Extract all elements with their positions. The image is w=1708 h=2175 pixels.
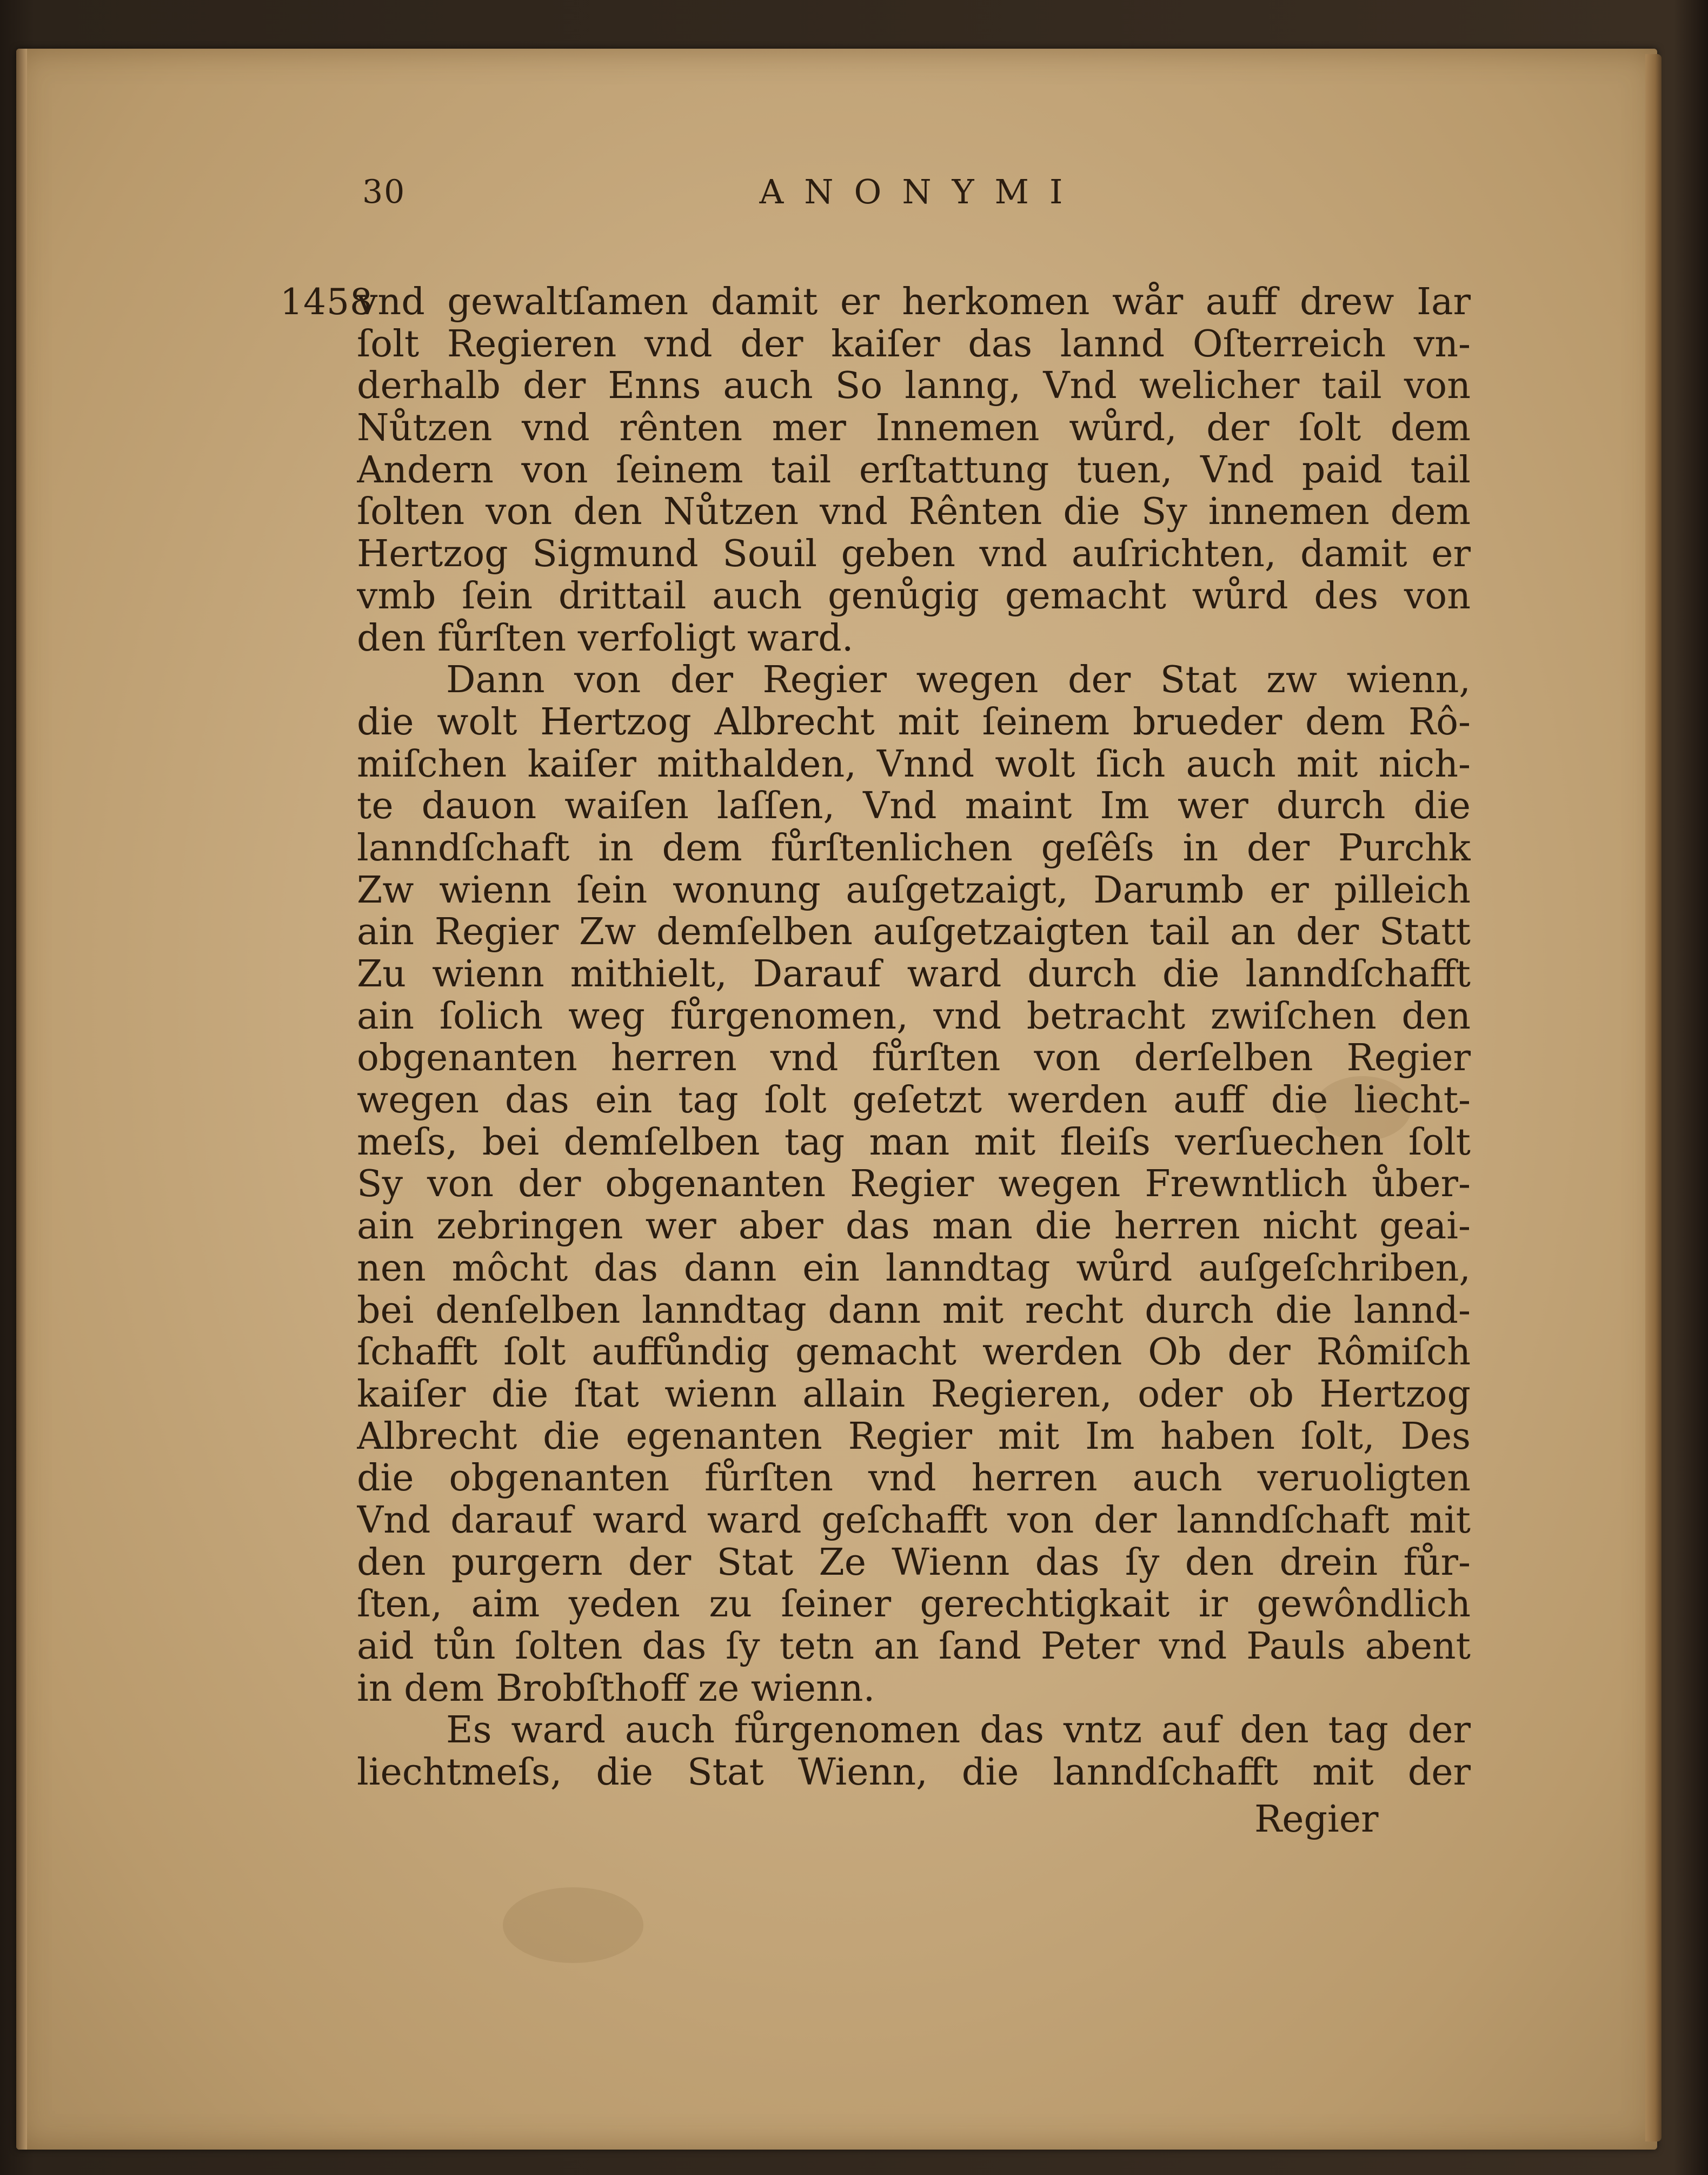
paper-stain — [503, 1887, 643, 1963]
text-line: nen môcht das dann ein lanndtag wůrd auſgeſchriben, — [357, 1247, 1471, 1290]
page-left-edge — [16, 49, 27, 2150]
body-text — [357, 281, 1471, 1794]
text-line: ſolten von den Nůtzen vnd Rênten die Sy innemen dem — [357, 491, 1471, 534]
text-line: Vnd darauf ward ward geſchafft von der lanndſchaft mit — [357, 1499, 1471, 1542]
text-line: ain ſolich weg fůrgenomen, vnd betracht zwiſchen den — [357, 995, 1471, 1038]
text-line: obgenanten herren vnd fůrſten von derſelben Regier — [357, 1037, 1471, 1080]
text-line: Andern von ſeinem tail erſtattung tuen, Vnd paid tail — [357, 449, 1471, 492]
text-line: Zu wienn mithielt, Darauf ward durch die lanndſchafft — [357, 953, 1471, 996]
text-line: die obgenanten fůrſten vnd herren auch veruoligten — [357, 1457, 1471, 1500]
text-line: die wolt Hertzog Albrecht mit ſeinem brueder dem Rô- — [357, 701, 1471, 744]
text-line: ſolt Regieren vnd der kaiſer das lannd Oſterreich vn- — [357, 323, 1471, 366]
catchword: Regier — [1254, 1798, 1379, 1841]
page-right-edge — [1645, 54, 1662, 2141]
text-line: te dauon waiſen laſſen, Vnd maint Im wer durch die — [357, 785, 1471, 827]
text-line: aid tůn ſolten das ſy tetn an ſand Peter vnd Pauls abent — [357, 1626, 1471, 1668]
text-line: vnd gewaltſamen damit er herkomen wår auff drew Iar — [357, 281, 1471, 323]
text-line: liechtmeſs, die Stat Wienn, die lanndſchafft mit der — [357, 1752, 1471, 1794]
text-line: den fůrſten verfoligt ward. — [357, 617, 854, 660]
text-line: kaiſer die ſtat wienn allain Regieren, oder ob Hertzog — [357, 1373, 1471, 1416]
text-line: Albrecht die egenanten Regier mit Im haben ſolt, Des — [357, 1415, 1471, 1458]
text-line: den purgern der Stat Ze Wienn das ſy den drein fůr- — [357, 1541, 1471, 1584]
text-line: bei denſelben lanndtag dann mit recht durch die lannd- — [357, 1289, 1471, 1332]
text-line: wegen das ein tag ſolt geſetzt werden auff die liecht- — [357, 1079, 1471, 1122]
text-line: miſchen kaiſer mithalden, Vnnd wolt ſich auch mit nich- — [357, 743, 1471, 786]
running-title: ANONYMI — [759, 172, 1084, 211]
page-number: 30 — [362, 173, 406, 211]
text-line: derhalb der Enns auch So lanng, Vnd welicher tail von — [357, 365, 1471, 408]
text-line: Dann von der Regier wegen der Stat zw wienn, — [446, 659, 1471, 701]
text-line: meſs, bei demſelben tag man mit fleiſs verſuechen ſolt — [357, 1121, 1471, 1164]
text-line: ſchafft ſolt auffůndig gemacht werden Ob der Rômiſch — [357, 1331, 1471, 1374]
text-line: Nůtzen vnd rênten mer Innemen wůrd, der ſolt dem — [357, 407, 1471, 449]
text-line: Sy von der obgenanten Regier wegen Frewntlich ůber- — [357, 1163, 1471, 1206]
text-line: ain Regier Zw demſelben auſgetzaigten tail an der Statt — [357, 911, 1471, 953]
text-line: vmb ſein drittail auch genůgig gemacht wůrd des von — [357, 575, 1471, 618]
text-line: lanndſchaft in dem fůrſtenlichen geſêſs in der Purchk — [357, 827, 1471, 870]
page-header — [341, 162, 1481, 227]
text-line: Hertzog Sigmund Souil geben vnd auſrichten, damit er — [357, 533, 1471, 575]
text-line: in dem Brobſthoff ze wienn. — [357, 1667, 875, 1710]
text-line: ſten, aim yeden zu ſeiner gerechtigkait ir gewôndlich — [357, 1583, 1471, 1626]
margin-year: 1458 — [280, 281, 373, 323]
text-line: Es ward auch fůrgenomen das vntz auf den tag der — [446, 1709, 1471, 1752]
text-line: Zw wienn ſein wonung auſgetzaigt, Darumb er pilleich — [357, 869, 1471, 912]
text-line: ain zebringen wer aber das man die herren nicht geai- — [357, 1205, 1471, 1248]
